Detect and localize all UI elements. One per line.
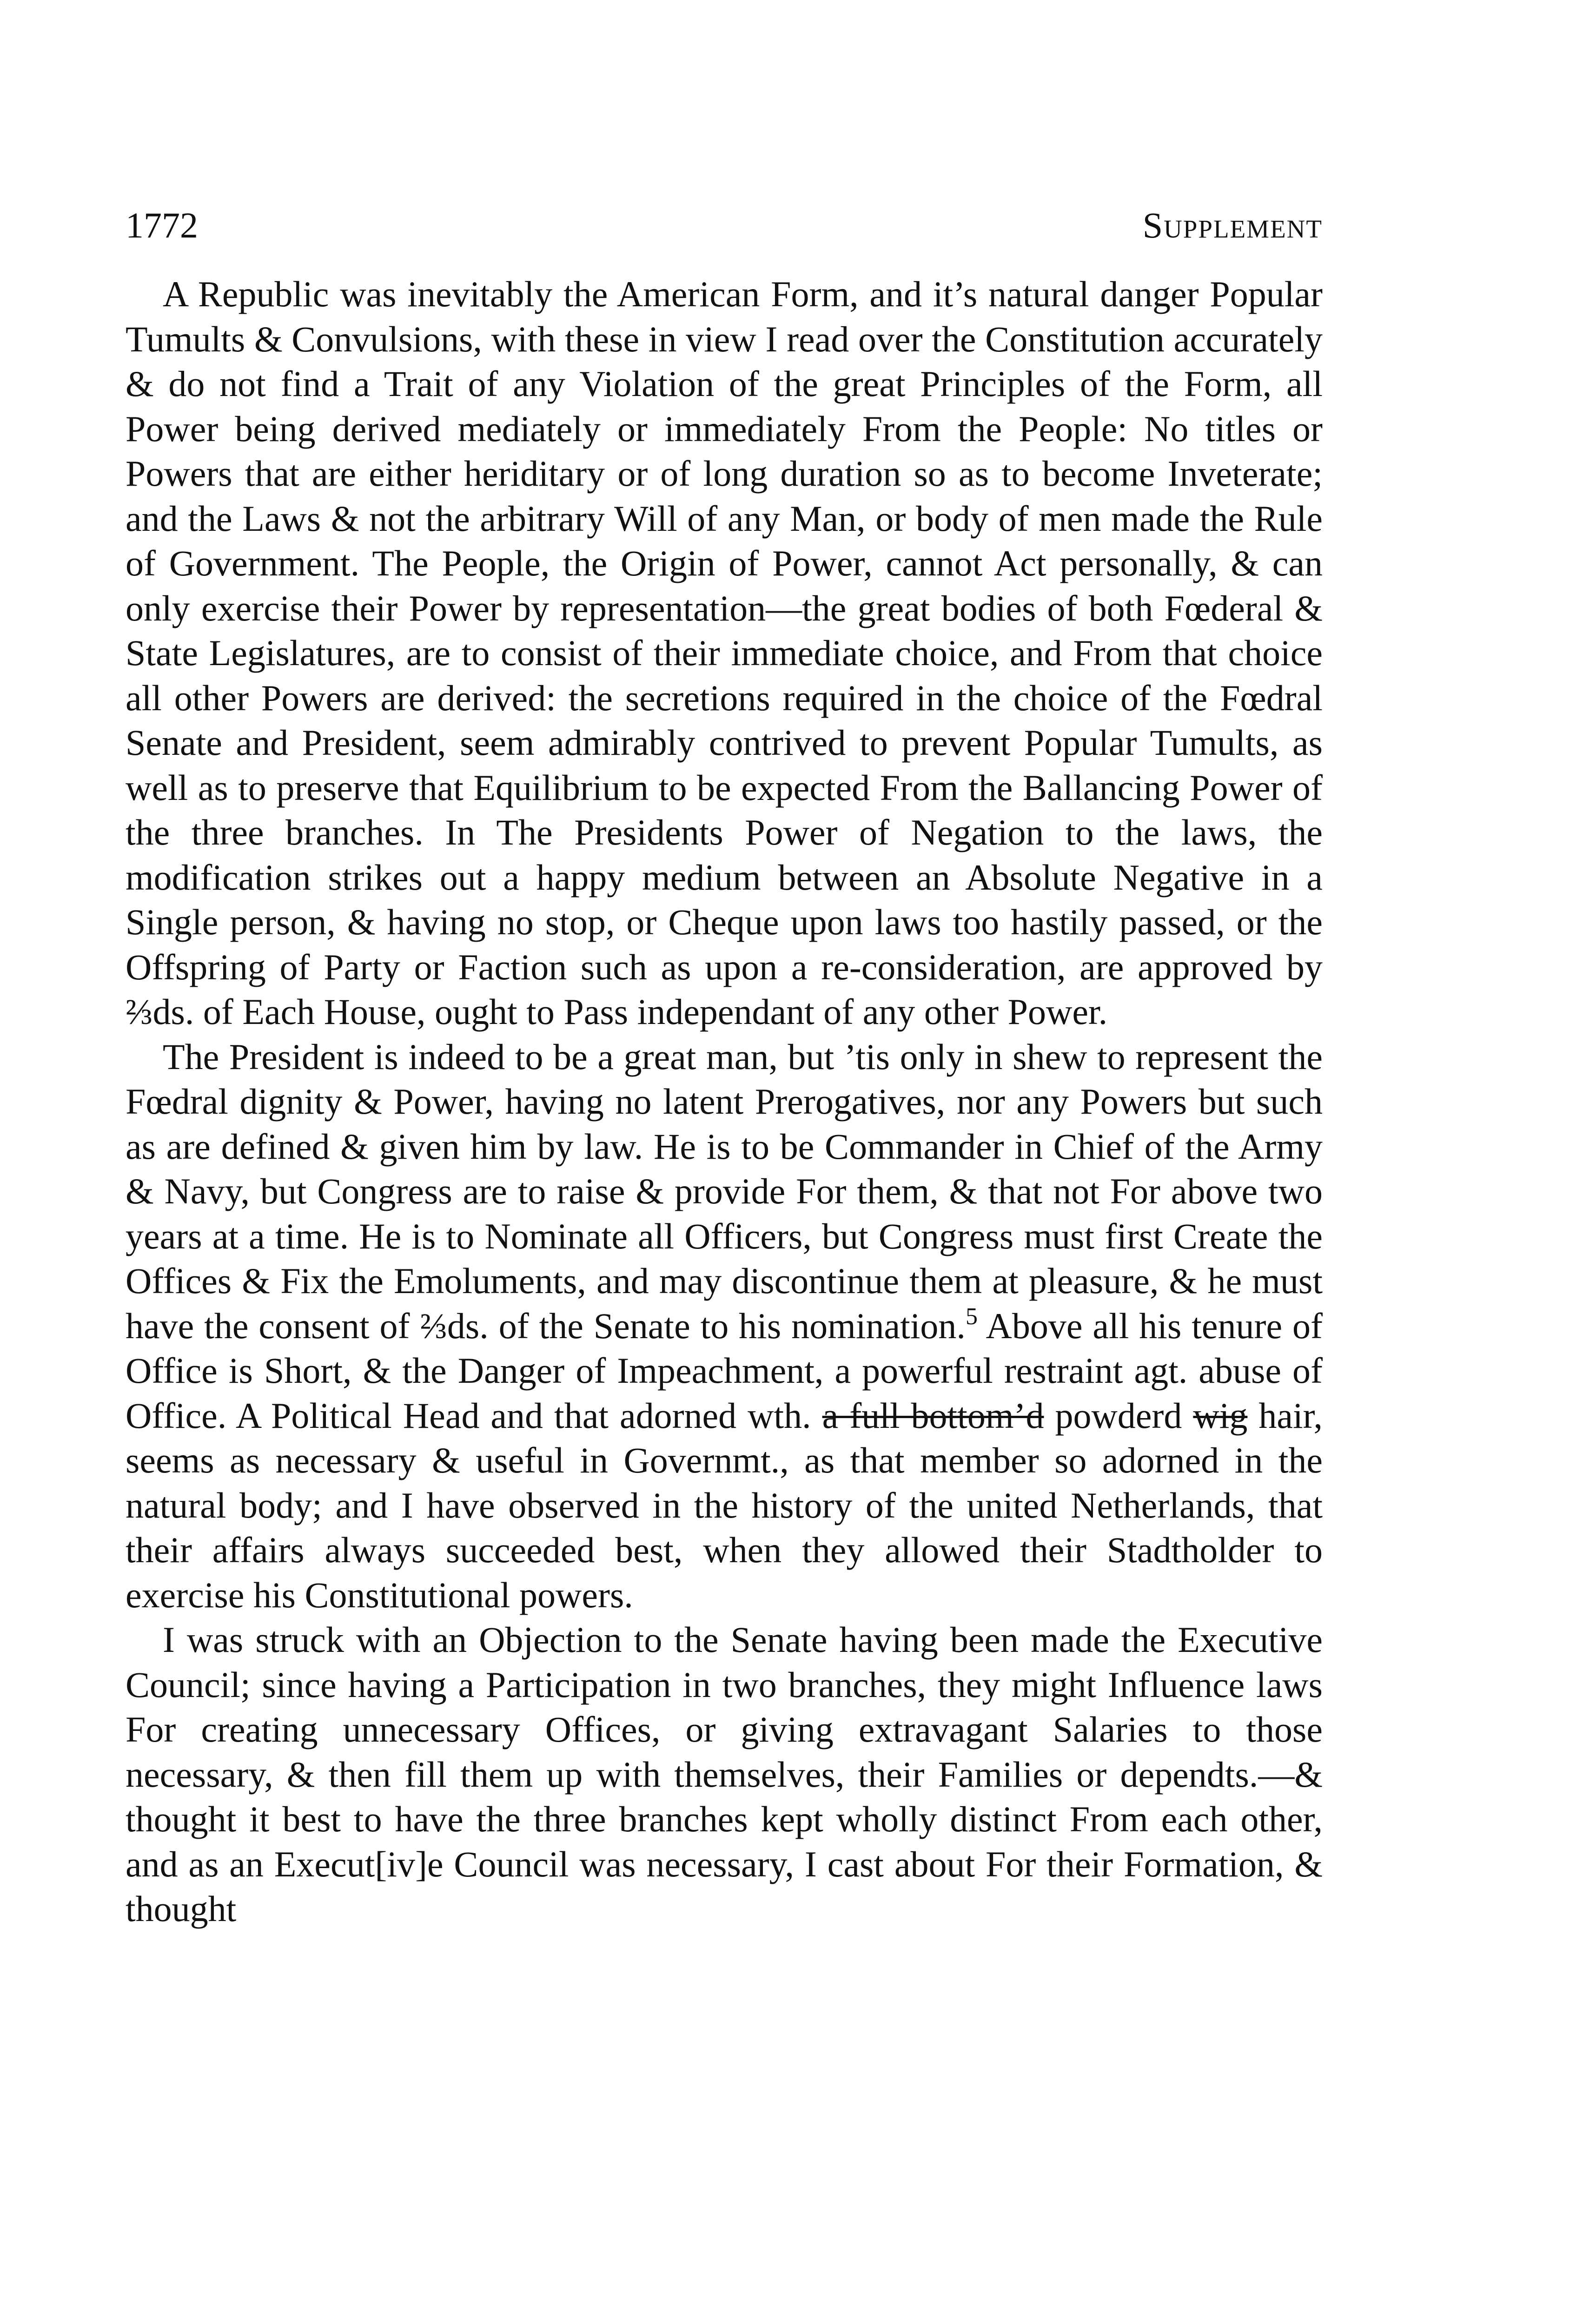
- struck-text-1: a full bottom’d: [822, 1395, 1044, 1436]
- paragraph-3-text: I was struck with an Objection to the Senate having been made the Executive Council; since having a Participation in two branches, they might Influence laws For creating unnecessary Offices, or giving extravagant Salaries to those necessary, & then fill them up with themselves, their Families or dependts.—& thought it best to have the three branches kept wholly distinct From each other, and as an Execut[iv]e Council was necessary, I cast about For their Formation, & thought: [126, 1619, 1323, 1929]
- document-page: [126, 200, 1323, 1932]
- paragraph-2: [126, 1035, 1323, 1618]
- paragraph-1: [126, 272, 1323, 1035]
- running-head: [126, 200, 1323, 251]
- paragraph-2-part-2: Above all his tenure of Office is Short, & the Danger of Impeachment, a powerful restraint agt. abuse of Office. A Political Head and that adorned wth.: [126, 1305, 1323, 1436]
- paragraph-1-text: A Republic was inevitably the American Form, and it’s natural danger Popular Tumults & Convulsions, with these in view I read over the Constitution accurately & do not find a Trait of any Violation of the great Principles of the Form, all Power being derived mediately or immediately From the People: No titles or Powers that are either heriditary or of long duration so as to become Inveterate; and the Laws & not the arbitrary Will of any Man, or body of men made the Rule of Government. The People, the Origin of Power, cannot Act personally, & can only exercise their Power by representation—the great bodies of both Fœderal & State Legislatures, are to consist of their immediate choice, and From that choice all other Powers are derived: the secretions required in the choice of the Fœdral Senate and President, seem admirably contrived to prevent Popular Tumults, as well as to preserve that Equilibrium to be expected From the Ballancing Power of the three branches. In The Presidents Power of Negation to the laws, the modification strikes out a happy medium between an Absolute Negative in a Single person, & having no stop, or Cheque upon laws too hastily passed, or the Offspring of Party or Faction such as upon a re-consideration, are approved by ⅔ds. of Each House, ought to Pass independant of any other Power.: [126, 274, 1323, 1032]
- paragraph-2-part-4: hair, seems as necessary & useful in Governmt., as that member so adorned in the natural body; and I have observed in the history of the united Netherlands, that their affairs always succeeded best, when they allowed their Stadtholder to exercise his Constitutional powers.: [126, 1395, 1323, 1615]
- paragraph-2-part-3: powderd: [1044, 1395, 1193, 1436]
- struck-text-2: wig: [1193, 1395, 1248, 1436]
- paragraph-3: [126, 1618, 1323, 1932]
- section-title: Supplement: [1142, 205, 1323, 245]
- paragraph-2-part-1: The President is indeed to be a great man, but ’tis only in shew to represent the Fœdral dignity & Power, having no latent Prerogatives, nor any Powers but such as are defined & given him by law. He is to be Commander in Chief of the Army & Navy, but Congress are to raise & provide For them, & that not For above two years at a time. He is to Nominate all Officers, but Congress must first Create the Offices & Fix the Emoluments, and may discontinue them at pleasure, & he must have the consent of ⅔ds. of the Senate to his nomination.: [126, 1036, 1323, 1346]
- body-text: [126, 272, 1323, 1932]
- footnote-reference: 5: [965, 1303, 978, 1330]
- page-number: 1772: [126, 205, 198, 245]
